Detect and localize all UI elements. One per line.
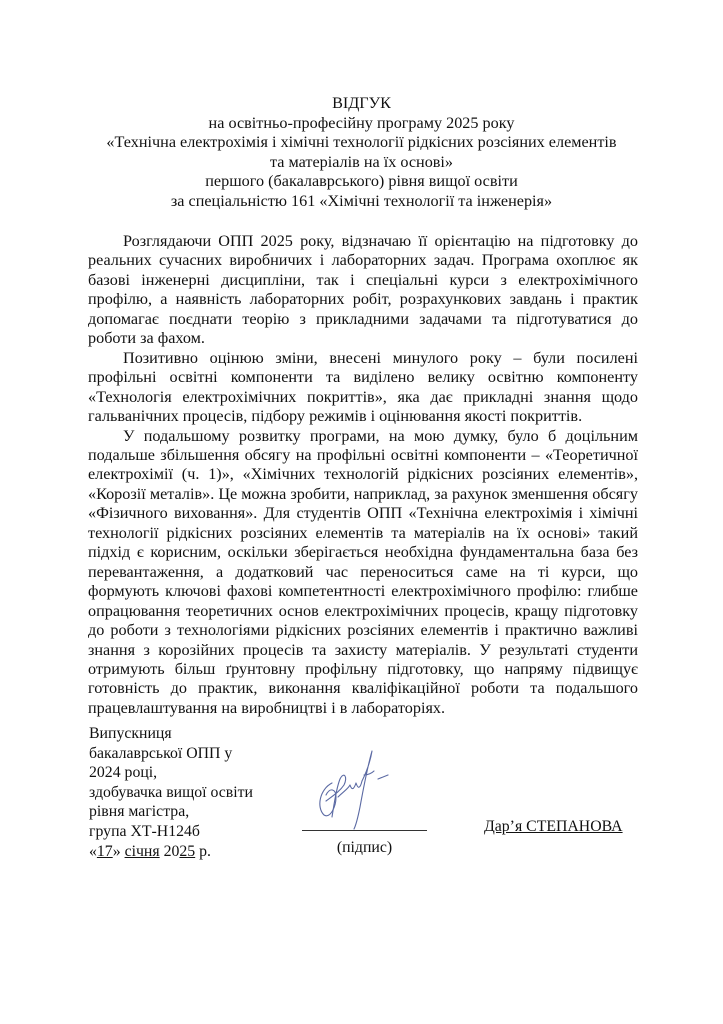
signature-stroke [354, 751, 372, 829]
header-line: першого (бакалаврського) рівня вищої освіти [205, 172, 518, 190]
paragraph: Позитивно оцінюю зміни, внесені минулого року – були посилені профільні освітні компоненти та виділено велику освітню компоненту «Технологія електрохімічних покриттів», яка дає прикладні знання щодо гальванічних процесів, підбору режимів і оцінювання якості покриттів. [88, 348, 638, 426]
date-year-suffix: 25 [179, 842, 196, 860]
handwritten-signature-icon [310, 745, 420, 835]
author-line: бакалаврської ОПП у [89, 744, 233, 762]
author-line: група ХТ-Н124б [89, 822, 200, 840]
signature-caption: (підпис) [336, 839, 393, 856]
date-quote: « [89, 842, 97, 860]
date-year-prefix: 20 [163, 842, 180, 860]
document-title: ВІДГУК [332, 94, 391, 112]
paragraph: У подальшому розвитку програми, на мою думку, було б доцільним подальше збільшення обсягу на профільні освітні компоненти – «Теоретичної електрохімії (ч. 1)», «Хімічних технологій рідкісних розсіяних елементів», «Корозії металів». Це можна зробити, наприклад, за рахунок зменшення обсягу «Фізичного виховання». Для студентів ОПП «Технічна електрохімія і хімічні технології рідкісних розсіяних елементів та матеріалів на їх основі» такий підхід є корисним, оскільки зберігається необхідна фундаментальна база без перевантаження, а додатковий час переноситься саме на ті курси, що формують ключові фахові компетентності електрохімічного профілю: глибше опрацювання теоретичних основ електрохімічних процесів, кращу підготовку до роботи з технологіями рідкісних розсіяних елементів і практично важливі знання з корозійних процесів та захисту матеріалів. У результаті студенти отримують більш ґрунтовну профільну підготовку, що напряму підвищує готовність до практик, виконання кваліфікаційної роботи та подальшого працевлаштування на виробництві і в лабораторіях. [88, 426, 638, 717]
author-line: Випускниця [89, 725, 172, 742]
signature-stroke [338, 781, 362, 797]
header-line: «Технічна електрохімія і хімічні технології рідкісних розсіяних елементів [106, 133, 617, 151]
date-month: січня [124, 842, 160, 860]
date-quote: » [112, 842, 121, 860]
date-year-end: р. [199, 842, 211, 860]
document-body [88, 232, 638, 718]
header-line: на освітньо-професійну програму 2025 року [208, 113, 515, 132]
author-info [89, 724, 253, 861]
signature-stroke [326, 775, 346, 817]
document-header [80, 94, 643, 211]
header-line: за спеціальністю 161 «Хімічні технології та інженерія» [170, 191, 553, 210]
author-line: рівня магістра, [89, 803, 190, 821]
paragraph: Розглядаючи ОПП 2025 року, відзначаю її орієнтацію на підготовку до реальних сучасних виробничих і лабораторних задач. Програма охоплює як базові інженерні дисципліни, так і спеціальні курси з електрохімічного профілю, а наявність лабораторних робіт, розрахункових завдань і практик допомагає поєднати теорію з прикладними задачами та підготуватися до роботи за фахом. [88, 232, 638, 348]
date-day: 17 [96, 842, 113, 860]
author-line: 2024 році, [89, 764, 158, 782]
header-line: та матеріалів на їх основі» [269, 152, 454, 171]
signature-line [302, 830, 427, 831]
signatory-name: Дар’я СТЕПАНОВА [484, 818, 623, 835]
signature-date [89, 842, 253, 862]
signature-stroke [378, 775, 388, 779]
author-line: здобувачка вищої освіти [89, 783, 254, 801]
